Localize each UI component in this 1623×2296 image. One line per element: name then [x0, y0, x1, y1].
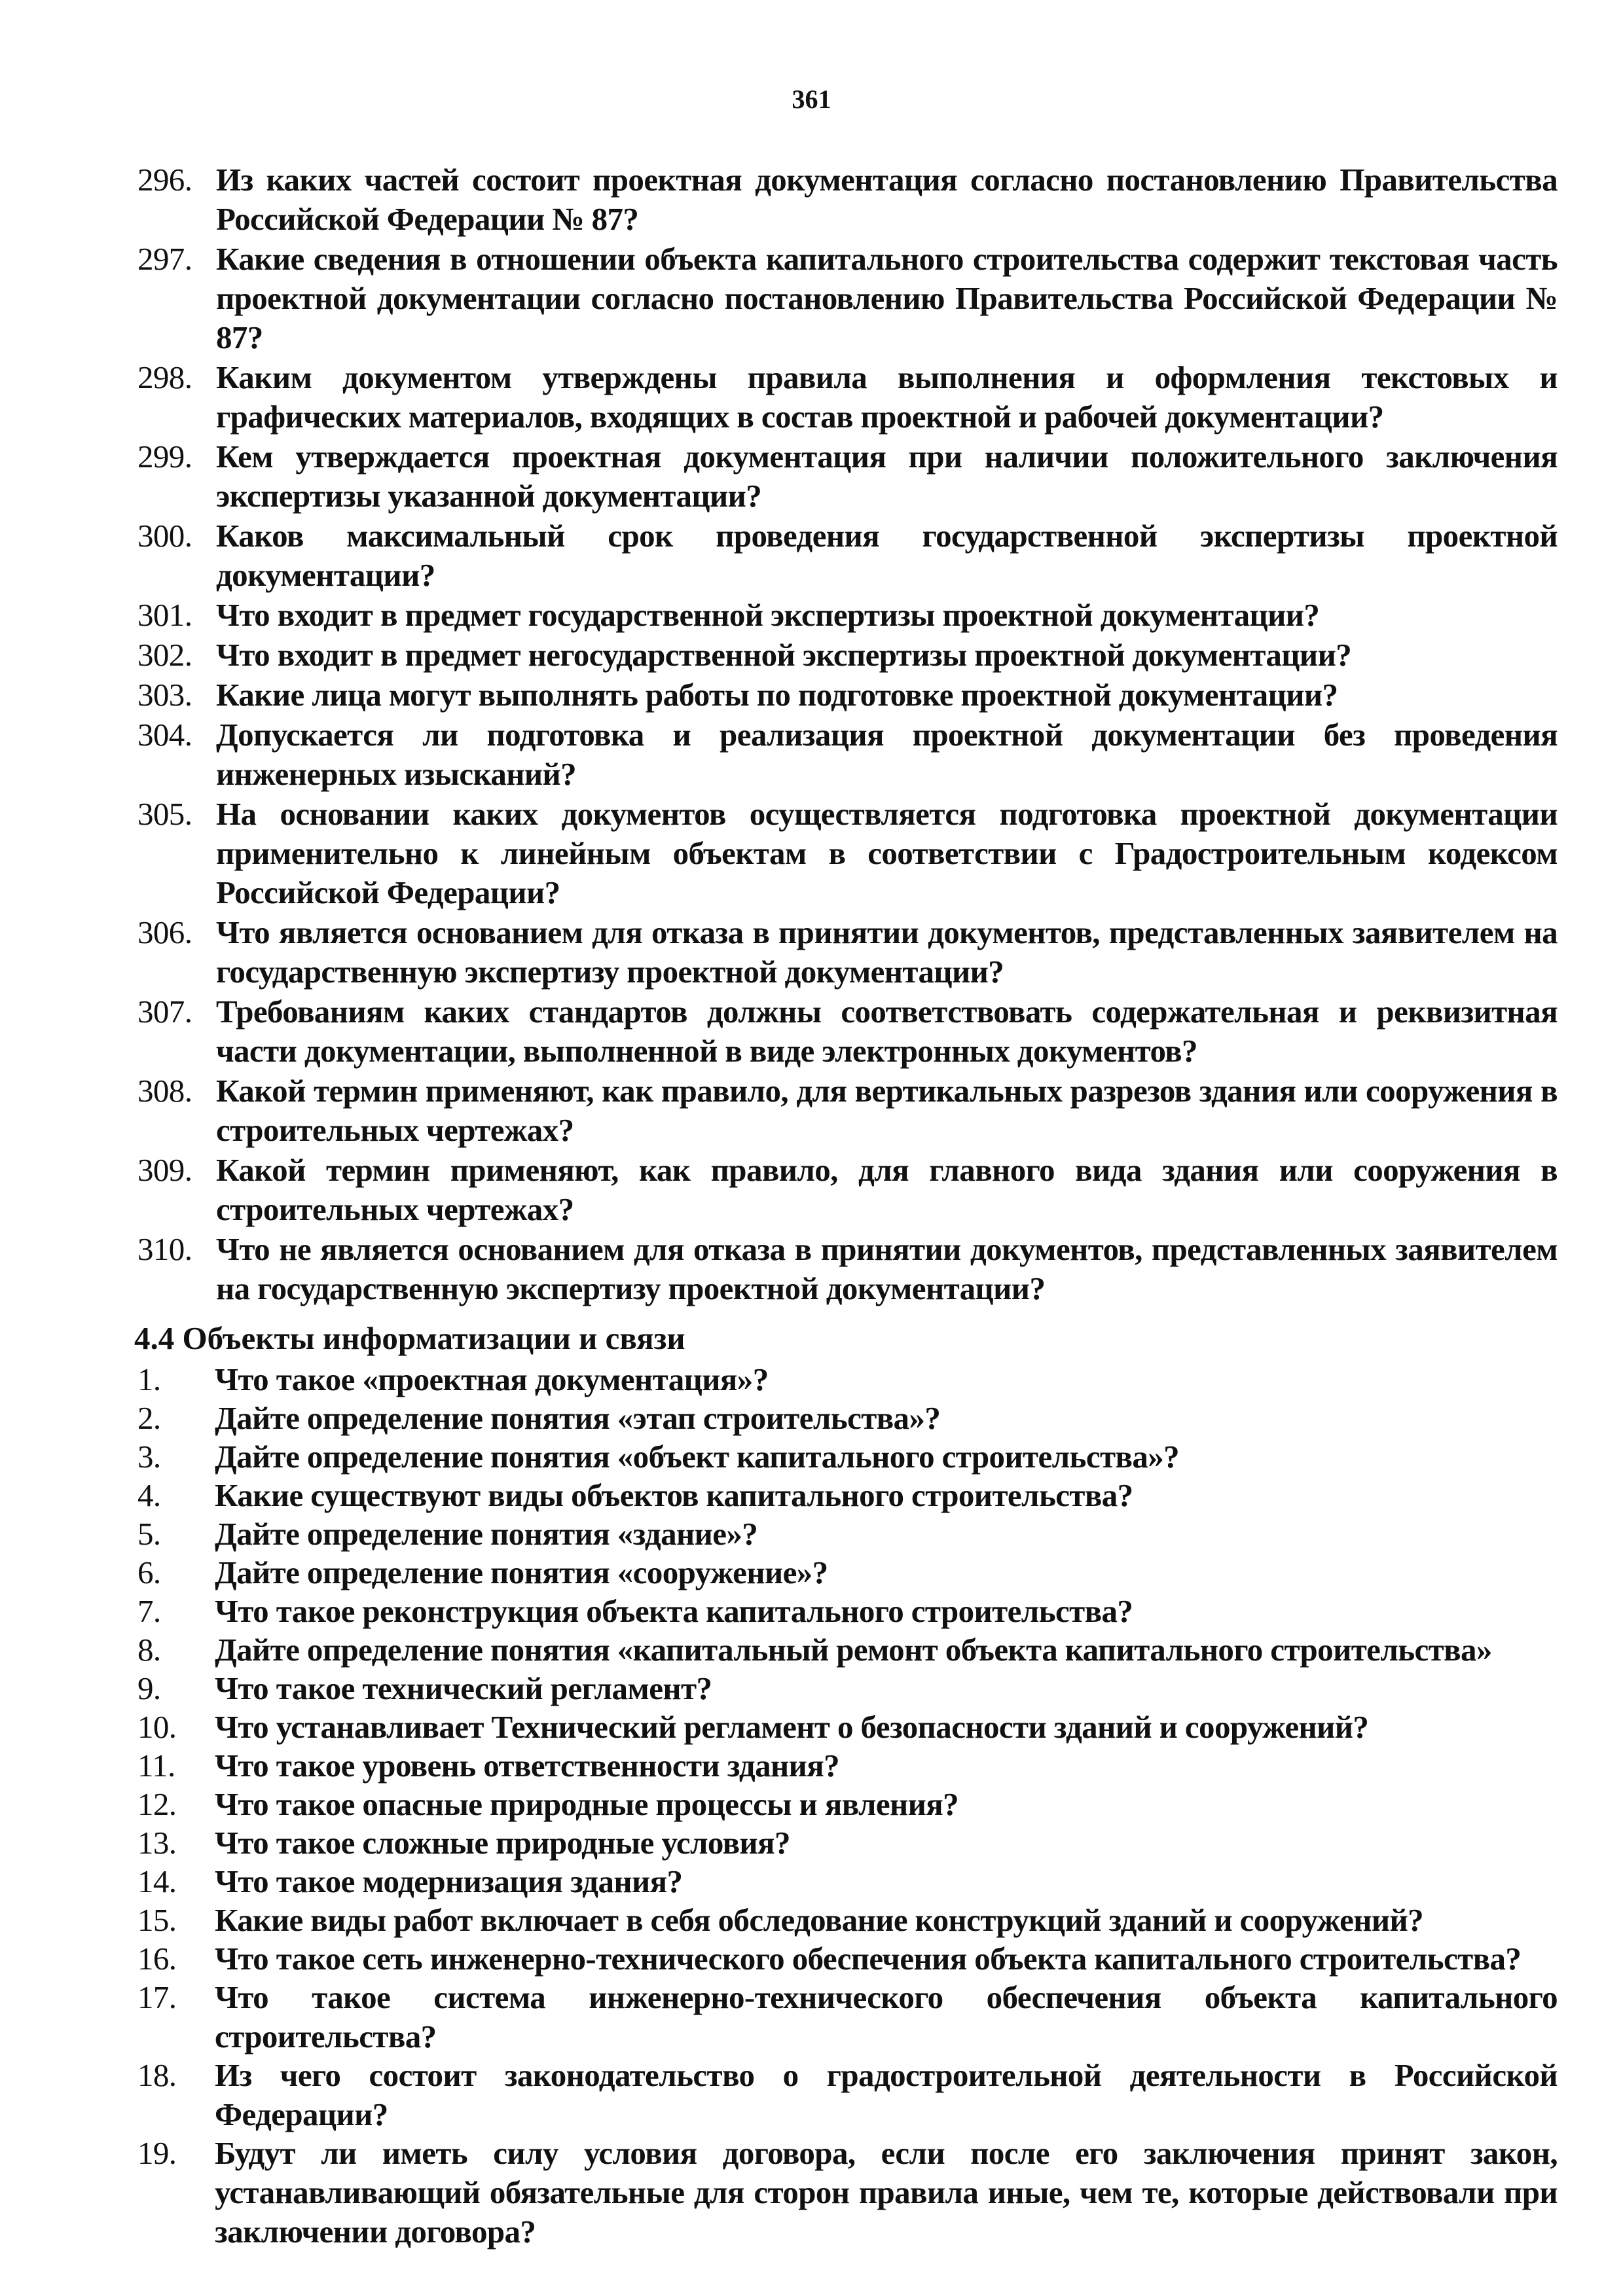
question-item [137, 913, 1558, 992]
question-item [137, 1230, 1558, 1308]
question-text: Каков максимальный срок проведения государственной экспертизы проектной документации? [216, 518, 1558, 593]
question-number: 300. [137, 518, 192, 554]
question-number: 297. [137, 241, 192, 277]
question-text: Дайте определение понятия «здание»? [215, 1516, 758, 1552]
question-text: Какие виды работ включает в себя обследование конструкций зданий и сооружений? [215, 1902, 1424, 1938]
question-number: 16. [137, 1941, 177, 1977]
question-text: Из каких частей состоит проектная документация согласно постановлению Правительства Российской Федерации № 87? [216, 162, 1558, 237]
question-item [137, 795, 1558, 912]
question-item [137, 1515, 1558, 1554]
question-item [137, 636, 1558, 675]
question-number: 308. [137, 1073, 192, 1109]
question-list-construction [137, 160, 1558, 1309]
question-item [137, 160, 1558, 239]
question-item [137, 1360, 1558, 1399]
question-number: 11. [137, 1748, 175, 1784]
question-number: 302. [137, 637, 192, 673]
question-text: Допускается ли подготовка и реализация проектной документации без проведения инженерных изысканий? [216, 717, 1558, 792]
question-item [137, 1071, 1558, 1150]
question-item [137, 1901, 1558, 1940]
question-item [137, 358, 1558, 437]
question-number: 10. [137, 1709, 177, 1745]
question-number: 4. [137, 1477, 161, 1513]
question-item [137, 2056, 1558, 2134]
question-number: 306. [137, 914, 192, 950]
question-text: Какой термин применяют, как правило, для главного вида здания или сооружения в строительных чертежах? [216, 1152, 1558, 1227]
question-number: 9. [137, 1670, 161, 1706]
question-item [137, 1978, 1558, 2056]
question-item [137, 1746, 1558, 1785]
question-item [137, 596, 1558, 635]
question-text: Что такое реконструкция объекта капитального строительства? [215, 1593, 1133, 1629]
question-item [137, 437, 1558, 516]
question-number: 19. [137, 2135, 177, 2171]
question-text: Какие лица могут выполнять работы по подготовке проектной документации? [216, 677, 1338, 713]
question-text: Дайте определение понятия «сооружение»? [215, 1554, 828, 1590]
question-text: Из чего состоит законодательство о градостроительной деятельности в Российской Федерации? [215, 2057, 1558, 2132]
question-item [137, 1708, 1558, 1747]
question-text: Кем утверждается проектная документация при наличии положительного заключения экспертизы указанной документации? [216, 439, 1558, 514]
question-text: Какой термин применяют, как правило, для вертикальных разрезов здания или сооружения в строительных чертежах? [216, 1073, 1558, 1148]
question-number: 298. [137, 359, 192, 395]
question-text: Дайте определение понятия «капитальный ремонт объекта капитального строительства» [215, 1632, 1492, 1668]
question-item [137, 1476, 1558, 1515]
question-item [137, 1669, 1558, 1708]
question-number: 17. [137, 1979, 177, 2015]
section-title: 4.4 Объекты информатизации и связи [134, 1320, 685, 1356]
question-item [137, 2134, 1558, 2251]
question-text: Что такое уровень ответственности здания? [215, 1748, 840, 1784]
question-number: 8. [137, 1632, 161, 1668]
question-number: 309. [137, 1152, 192, 1188]
question-text: Что такое технический регламент? [215, 1670, 712, 1706]
question-item [137, 1399, 1558, 1438]
question-number: 5. [137, 1516, 161, 1552]
question-text: Что такое опасные природные процессы и явления? [215, 1786, 959, 1822]
question-item [137, 1939, 1558, 1979]
question-item [137, 1151, 1558, 1229]
question-number: 12. [137, 1786, 177, 1822]
question-item [137, 1862, 1558, 1901]
question-number: 14. [137, 1863, 177, 1899]
question-number: 310. [137, 1231, 192, 1267]
question-number: 304. [137, 717, 192, 753]
question-number: 7. [137, 1593, 161, 1629]
question-number: 299. [137, 439, 192, 475]
question-number: 301. [137, 597, 192, 633]
question-number: 2. [137, 1400, 161, 1436]
question-text: Будут ли иметь силу условия договора, если после его заключения принят закон, устанавливающий обязательные для сторон правила иные, чем те, которые действовали при заключении договора? [215, 2135, 1558, 2250]
question-item [137, 715, 1558, 794]
question-number: 296. [137, 162, 192, 198]
question-text: Что является основанием для отказа в принятии документов, представленных заявителем на государственную экспертизу проектной документации? [216, 914, 1558, 990]
question-number: 13. [137, 1825, 177, 1861]
question-number: 305. [137, 796, 192, 832]
question-number: 6. [137, 1554, 161, 1590]
question-text: Требованиям каких стандартов должны соответствовать содержательная и реквизитная части документации, выполненной в виде электронных документов? [216, 994, 1558, 1069]
question-item [137, 1823, 1558, 1863]
question-text: Дайте определение понятия «объект капитального строительства»? [215, 1439, 1180, 1475]
question-text: Что такое сложные природные условия? [215, 1825, 790, 1861]
question-number: 307. [137, 994, 192, 1030]
question-item [137, 1630, 1558, 1670]
question-number: 303. [137, 677, 192, 713]
question-item [137, 1785, 1558, 1824]
question-item [137, 516, 1558, 595]
question-list-informatization [137, 1360, 1558, 2251]
question-text: Какие сведения в отношении объекта капитального строительства содержит текстовая часть проектной документации согласно постановлению Правительства Российской Федерации № 87? [216, 241, 1558, 355]
question-text: Каким документом утверждены правила выполнения и оформления текстовых и графических материалов, входящих в состав проектной и рабочей документации? [216, 359, 1558, 435]
question-item [137, 1437, 1558, 1477]
question-number: 3. [137, 1439, 161, 1475]
question-item [137, 1553, 1558, 1592]
question-text: Что входит в предмет государственной экспертизы проектной документации? [216, 597, 1320, 633]
question-text: Что такое «проектная документация»? [215, 1361, 769, 1397]
question-text: Что входит в предмет негосударственной экспертизы проектной документации? [216, 637, 1352, 673]
question-text: Что устанавливает Технический регламент о безопасности зданий и сооружений? [215, 1709, 1369, 1745]
question-number: 15. [137, 1902, 177, 1938]
page-number: 361 [792, 84, 831, 114]
question-item [137, 992, 1558, 1071]
question-item [137, 675, 1558, 715]
question-number: 1. [137, 1361, 161, 1397]
question-text: Какие существуют виды объектов капитального строительства? [215, 1477, 1133, 1513]
question-item [137, 1592, 1558, 1631]
question-text: Что не является основанием для отказа в принятии документов, представленных заявителем на государственную экспертизу проектной документации? [216, 1231, 1558, 1306]
question-text: Что такое система инженерно-технического обеспечения объекта капитального строительства? [215, 1979, 1558, 2054]
question-text: Что такое модернизация здания? [215, 1863, 683, 1899]
question-item [137, 240, 1558, 357]
question-number: 18. [137, 2057, 177, 2093]
question-text: Дайте определение понятия «этап строительства»? [215, 1400, 941, 1436]
question-text: Что такое сеть инженерно-технического обеспечения объекта капитального строительства? [215, 1941, 1522, 1977]
question-text: На основании каких документов осуществляется подготовка проектной документации применительно к линейным объектам в соответствии с Градостроительным кодексом Российской Федерации? [216, 796, 1558, 910]
